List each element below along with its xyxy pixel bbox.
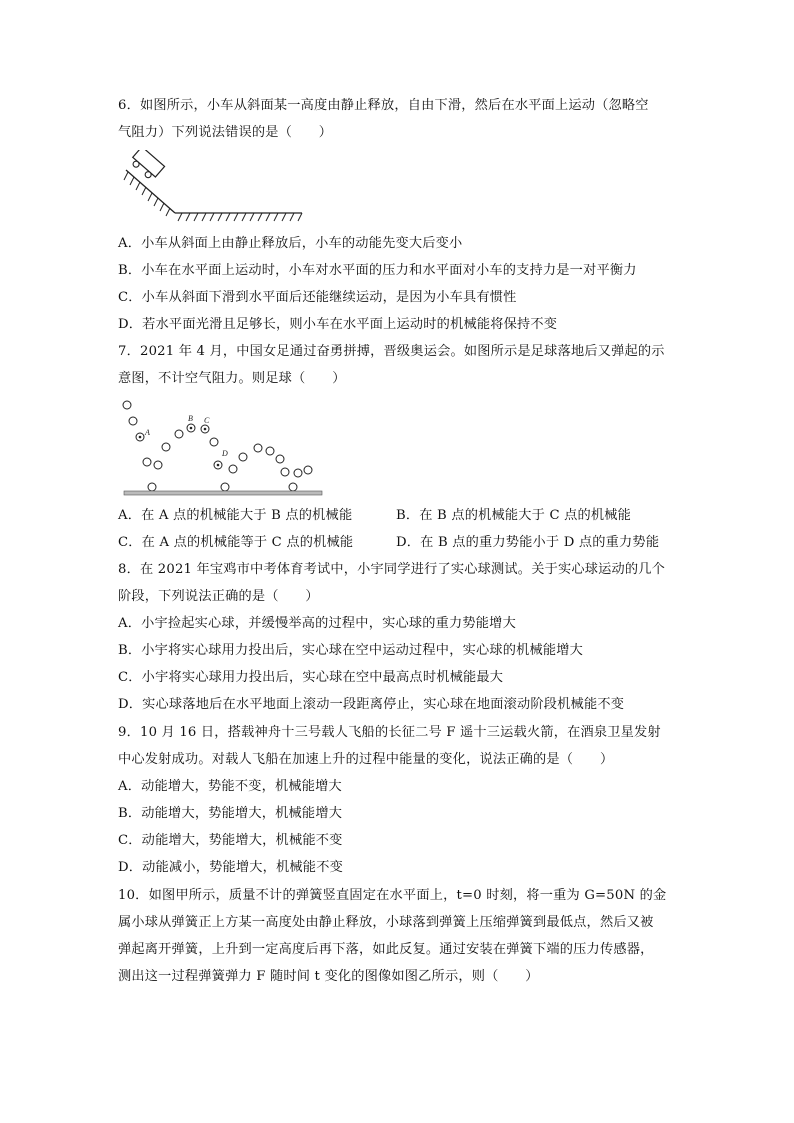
q7-option-b[interactable]: B．在 B 点的机械能大于 C 点的机械能 [396, 508, 632, 523]
q7-option-a[interactable]: A．在 A 点的机械能大于 B 点的机械能 [118, 508, 353, 523]
q8-stem-line-1: 8．在 2021 年宝鸡市中考体育考试中，小宇同学进行了实心球测试。关于实心球运动的几个 [118, 562, 666, 577]
q6-stem-line-1: 6．如图所示，小车从斜面某一高度由静止释放，自由下滑，然后在水平面上运动（忽略空 [118, 98, 649, 113]
question-10 [118, 882, 678, 990]
question-7 [118, 338, 678, 392]
q7-option-d[interactable]: D．在 B 点的重力势能小于 D 点的重力势能 [396, 535, 660, 550]
q9-option-a[interactable]: A．动能增大，势能不变，机械能增大 [118, 779, 342, 794]
q7-options-row-2 [118, 529, 678, 556]
q9-stem-line-1: 9．10 月 16 日，搭载神舟十三号载人飞船的长征二号 F 遥十三运载火箭，在酒泉卫星发射 [118, 725, 661, 740]
q6-stem-line-2: 气阻力）下列说法错误的是（ ） [118, 125, 333, 140]
q9-option-c[interactable]: C．动能增大，势能增大，机械能不变 [118, 833, 343, 848]
q6-incline-figure [118, 150, 308, 225]
q7-option-c[interactable]: C．在 A 点的机械能等于 C 点的机械能 [118, 535, 354, 550]
q10-stem-line-2: 属小球从弹簧正上方某一高度处由静止释放，小球落到弹簧上压缩弹簧到最低点，然后又被 [118, 915, 654, 930]
point-label-a: A [145, 428, 150, 437]
q9-option-b[interactable]: B．动能增大，势能增大，机械能增大 [118, 806, 343, 821]
q8-option-b[interactable]: B．小宇将实心球用力投出后，实心球在空中运动过程中，实心球的机械能增大 [118, 643, 584, 658]
q10-stem-line-3: 弹起离开弹簧，上升到一定高度后再下落，如此反复。通过安装在弹簧下端的压力传感器， [118, 942, 654, 957]
q6-option-b[interactable]: B．小车在水平面上运动时，小车对水平面的压力和水平面对小车的支持力是一对平衡力 [118, 263, 637, 278]
q6-option-d[interactable]: D．若水平面光滑且足够长，则小车在水平面上运动时的机械能将保持不变 [118, 317, 558, 332]
question-6 [118, 92, 678, 146]
point-label-b: B [188, 414, 193, 423]
q8-option-a[interactable]: A．小宇捡起实心球，并缓慢举高的过程中，实心球的重力势能增大 [118, 616, 516, 631]
q9-stem-line-2: 中心发射成功。对载人飞船在加速上升的过程中能量的变化，说法正确的是（ ） [118, 752, 614, 767]
point-label-d: D [222, 449, 228, 458]
q7-stem-line-2: 意图，不计空气阻力。则足球（ ） [118, 371, 346, 386]
q7-options [118, 502, 678, 556]
q8-option-d[interactable]: D．实心球落地后在水平地面上滚动一段距离停止，实心球在地面滚动阶段机械能不变 [118, 697, 625, 712]
q7-bouncing-ball-figure [118, 395, 328, 500]
q7-stem-line-1: 7．2021 年 4 月，中国女足通过奋勇拼搏，晋级奥运会。如图所示是足球落地后又弹起的示 [118, 344, 665, 359]
question-9 [118, 719, 678, 881]
q8-option-c[interactable]: C．小宇将实心球用力投出后，实心球在空中最高点时机械能最大 [118, 670, 504, 685]
q10-stem-line-1: 10．如图甲所示，质量不计的弹簧竖直固定在水平面上，t=0 时刻，将一重为 G=50N 的金 [118, 888, 667, 903]
q7-options-row-1 [118, 502, 678, 529]
q9-option-d[interactable]: D．动能减小，势能增大，机械能不变 [118, 860, 343, 875]
q10-stem-line-4: 测出这一过程弹簧弹力 F 随时间 t 变化的图像如图乙所示，则（ ） [118, 969, 539, 984]
point-label-c: C [204, 416, 210, 425]
question-8 [118, 556, 678, 718]
q6-option-a[interactable]: A．小车从斜面上由静止释放后，小车的动能先变大后变小 [118, 236, 463, 251]
q8-stem-line-2: 阶段，下列说法正确的是（ ） [118, 589, 319, 604]
q6-options [118, 230, 678, 338]
q6-option-c[interactable]: C．小车从斜面下滑到水平面后还能继续运动，是因为小车具有惯性 [118, 290, 517, 305]
